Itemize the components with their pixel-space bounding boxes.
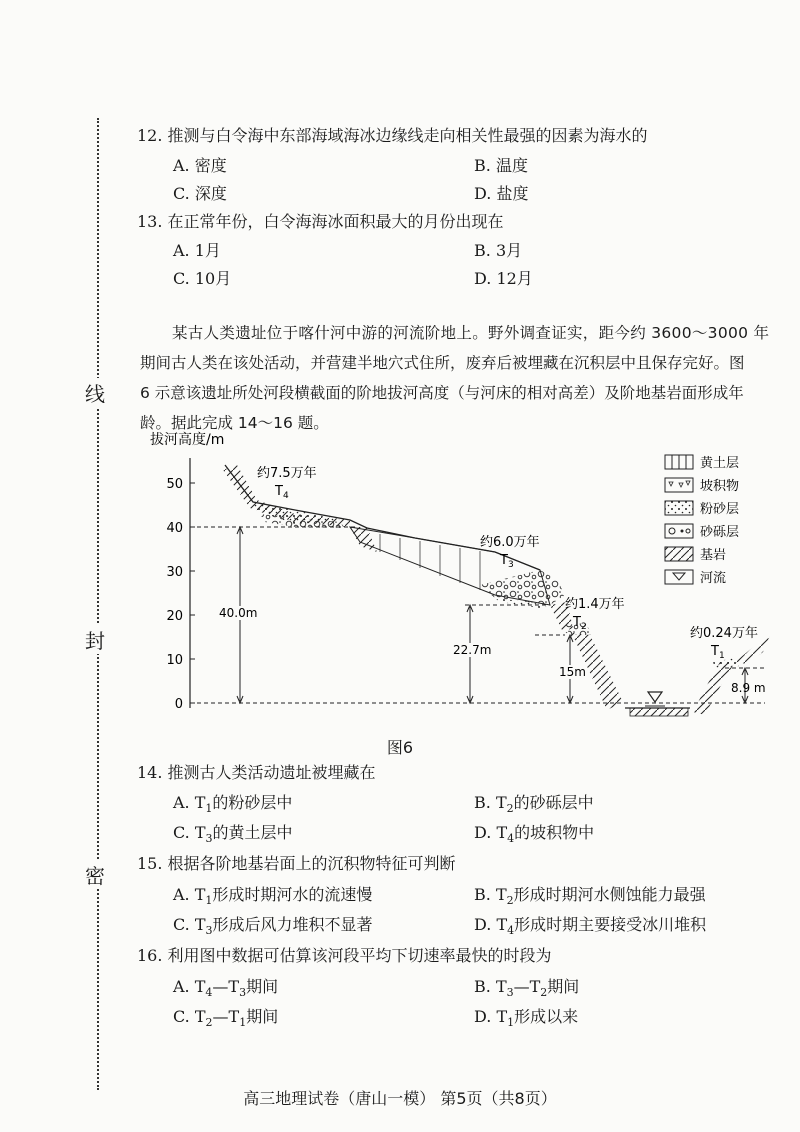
figure-caption: 图6 xyxy=(386,738,414,757)
q12-option-c[interactable]: C. 深度 xyxy=(173,184,227,203)
passage-line-1: 某古人类遗址位于喀什河中游的河流阶地上。野外调查证实，距今约 3600～3000 年 xyxy=(172,324,770,342)
river-water-level-icon xyxy=(648,692,662,702)
t2-age-label: 约1.4万年 xyxy=(565,597,625,612)
t3-age-label: 约6.0万年 xyxy=(480,535,540,550)
q14-option-d[interactable]: D. $T_4$的坡积物中 xyxy=(474,823,595,846)
q14-option-c[interactable]: C. $T_3$的黄土层中 xyxy=(173,823,293,846)
legend-colluvium xyxy=(665,478,739,494)
legend-silt xyxy=(665,501,739,517)
binding-dotted-line xyxy=(97,118,99,1090)
y-tick-30: 30 xyxy=(166,565,183,580)
q15-option-c[interactable]: C. $T_3$形成后风力堆积不显著 xyxy=(173,915,373,938)
t1-height-label: 8.9 m xyxy=(731,681,766,695)
q15-option-d[interactable]: D. $T_4$形成时期主要接受冰川堆积 xyxy=(474,915,707,938)
q15-option-b[interactable]: B. $T_2$形成时期河水侧蚀能力最强 xyxy=(474,885,706,908)
y-axis-label: 拔河高度/m xyxy=(150,432,225,448)
svg-text:坡积物: 坡积物 xyxy=(700,479,740,494)
question-12-stem: 12. 推测与白令海中东部海域海冰边缘线走向相关性最强的因素为海水的 xyxy=(137,126,648,145)
q12-option-a[interactable]: A. 密度 xyxy=(173,156,227,175)
y-tick-20: 20 xyxy=(166,609,183,624)
t3-label: $T_3$ xyxy=(500,553,514,570)
margin-mark-secret: 密 xyxy=(80,860,110,889)
svg-text:黄土层: 黄土层 xyxy=(700,456,740,471)
y-tick-50: 50 xyxy=(166,477,183,492)
legend-river xyxy=(665,570,726,586)
q16-option-c[interactable]: C. $T_2—T_1$期间 xyxy=(173,1007,279,1030)
y-tick-10: 10 xyxy=(166,653,183,668)
passage-line-2: 期间古人类在该处活动，并营建半地穴式住所，废弃后被埋藏在沉积层中且保存完好。图 xyxy=(140,354,745,372)
terrace-cross-section-figure xyxy=(145,430,785,730)
q14-option-a[interactable]: A. $T_1$的粉砂层中 xyxy=(173,793,293,816)
q16-option-d[interactable]: D. $T_1$形成以来 xyxy=(474,1007,579,1030)
q13-option-a[interactable]: A. 1月 xyxy=(173,241,221,260)
figure-legend xyxy=(665,455,739,586)
svg-text:砂砾层: 砂砾层 xyxy=(700,525,740,540)
y-tick-0: 0 xyxy=(174,697,183,712)
q15-option-a[interactable]: A. $T_1$形成时期河水的流速慢 xyxy=(173,885,373,908)
legend-loess xyxy=(665,455,739,471)
t4-height-label: 40.0m xyxy=(219,606,258,620)
t1-label: $T_1$ xyxy=(711,644,725,661)
q13-option-d[interactable]: D. 12月 xyxy=(474,269,533,288)
q16-option-a[interactable]: A. $T_4—T_3$期间 xyxy=(173,977,279,1000)
q14-option-b[interactable]: B. $T_2$的砂砾层中 xyxy=(474,793,594,816)
t4-age-label: 约7.5万年 xyxy=(257,466,317,481)
svg-text:河流: 河流 xyxy=(700,571,727,586)
t1-age-label: 约0.24万年 xyxy=(690,626,758,641)
legend-gravel xyxy=(665,524,739,540)
q16-option-b[interactable]: B. $T_3—T_2$期间 xyxy=(474,977,580,1000)
t2-label: $T_2$ xyxy=(573,615,587,632)
q13-option-b[interactable]: B. 3月 xyxy=(474,241,523,260)
question-16-stem: 16. 利用图中数据可估算该河段平均下切速率最快的时段为 xyxy=(137,946,552,965)
q12-option-b[interactable]: B. 温度 xyxy=(474,156,528,175)
svg-text:粉砂层: 粉砂层 xyxy=(700,502,740,517)
page-footer: 高三地理试卷（唐山一模） 第5页（共8页） xyxy=(243,1089,557,1108)
q13-option-c[interactable]: C. 10月 xyxy=(173,269,232,288)
question-14-stem: 14. 推测古人类活动遗址被埋藏在 xyxy=(137,763,376,782)
question-13-stem: 13. 在正常年份，白令海海冰面积最大的月份出现在 xyxy=(137,212,504,231)
question-15-stem: 15. 根据各阶地基岩面上的沉积物特征可判断 xyxy=(137,854,456,873)
y-tick-40: 40 xyxy=(166,521,183,536)
t4-label: $T_4$ xyxy=(275,484,289,501)
passage-line-4: 龄。据此完成 14～16 题。 xyxy=(140,414,329,432)
svg-text:基岩: 基岩 xyxy=(700,548,727,563)
passage-line-3: 6 示意该遗址所处河段横截面的阶地拔河高度（与河床的相对高差）及阶地基岩面形成年 xyxy=(140,384,744,402)
reading-passage xyxy=(140,318,772,438)
q12-option-d[interactable]: D. 盐度 xyxy=(474,184,529,203)
margin-mark-seal: 封 xyxy=(80,625,110,654)
t2-height-label: 15m xyxy=(559,665,586,679)
margin-mark-line: 线 xyxy=(80,378,110,407)
t3-height-label: 22.7m xyxy=(453,643,492,657)
legend-bedrock xyxy=(665,547,726,563)
